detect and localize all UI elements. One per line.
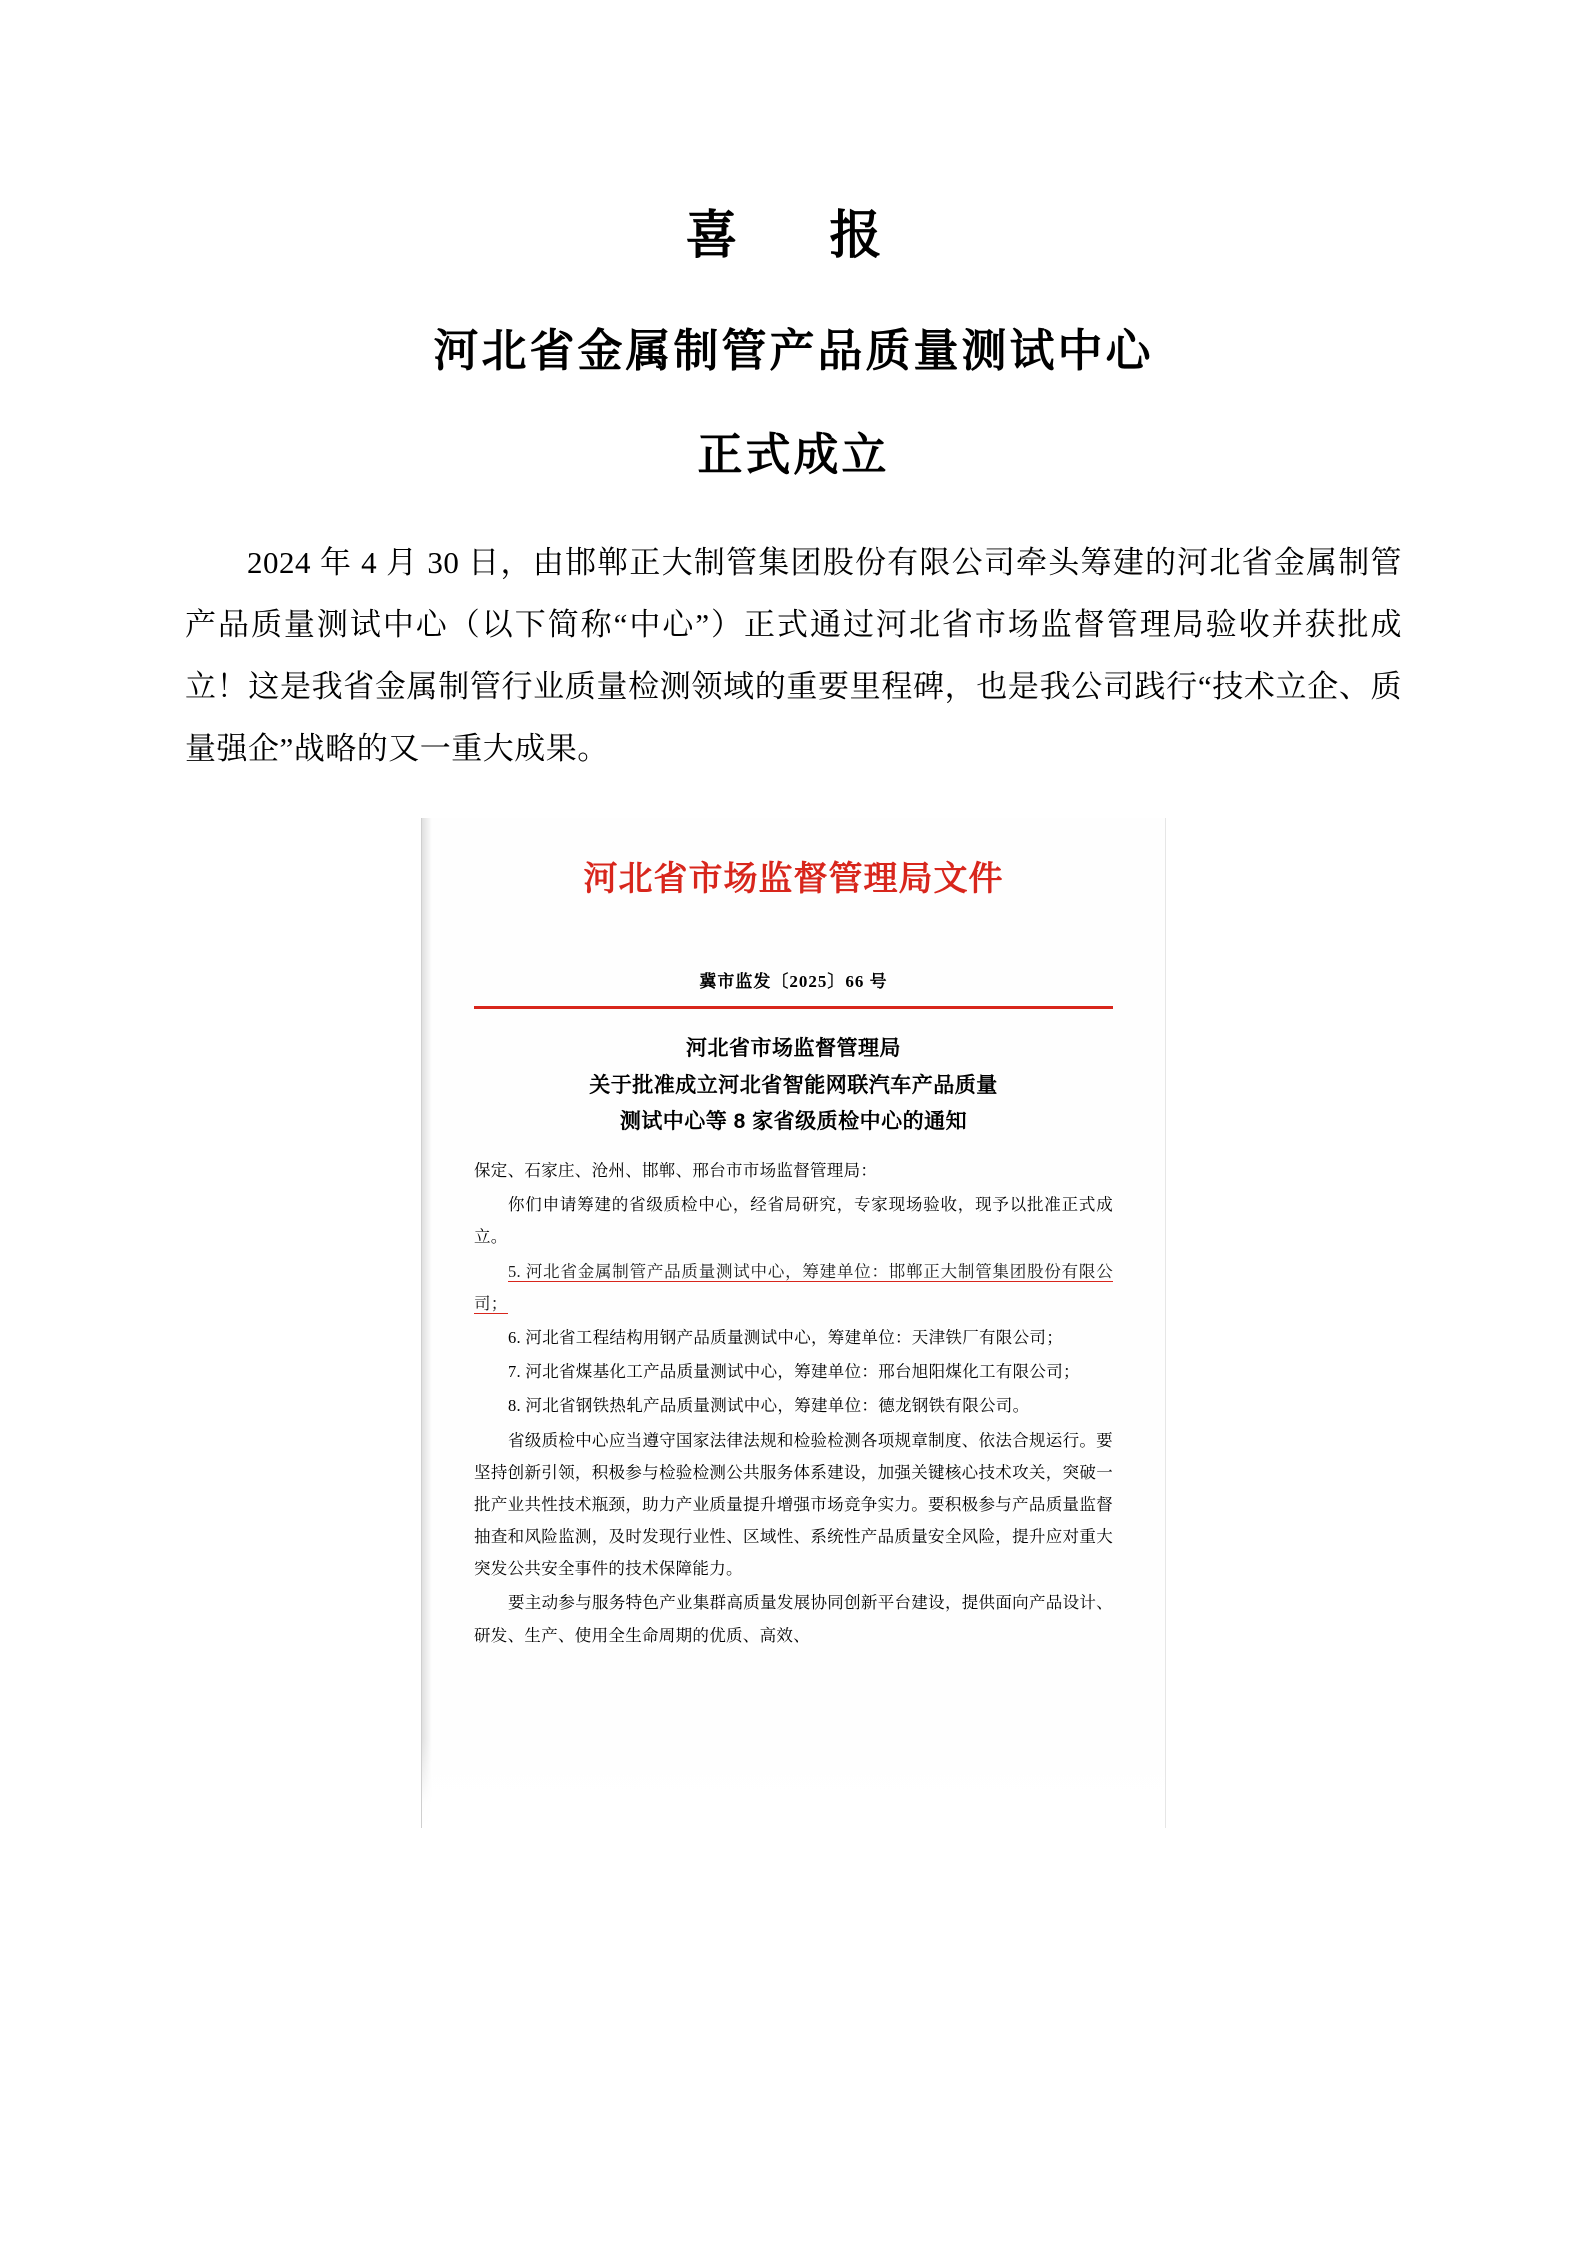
embedded-doc-list-item-5 bbox=[474, 1256, 1113, 1320]
page-title: 喜 报 bbox=[685, 207, 902, 265]
embedded-doc-heading-line-2: 关于批准成立河北省智能网联汽车产品质量 bbox=[589, 1073, 998, 1097]
embedded-doc-heading bbox=[474, 1031, 1113, 1141]
embedded-document-image bbox=[421, 818, 1166, 1828]
body-paragraph: 2024 年 4 月 30 日，由邯郸正大制管集团股份有限公司牵头筹建的河北省金属制管产品质量测试中心（以下简称“中心”）正式通过河北省市场监督管理局验收并获批成立！这是我省金属制管行业质量检测领域的重要里程碑，也是我公司践行“技术立企、质量强企”战略的又一重大成果。 bbox=[185, 545, 1402, 767]
embedded-doc-heading-line-1: 河北省市场监督管理局 bbox=[686, 1036, 901, 1060]
embedded-doc-closing-paragraph-1: 省级质检中心应当遵守国家法律法规和检验检测各项规章制度、依法合规运行。要坚持创新引领，积极参与检验检测公共服务体系建设，加强关键核心技术攻关，突破一批产业共性技术瓶颈，助力产业质量提升增强市场竞争实力。要积极参与产品质量监督抽查和风险监测，及时发现行业性、区域性、系统性产品质量安全风险，提升应对重大突发公共安全事件的技术保障能力。 bbox=[474, 1430, 1113, 1579]
embedded-doc-closing-paragraph-2: 要主动参与服务特色产业集群高质量发展协同创新平台建设，提供面向产品设计、研发、生产、使用全生命周期的优质、高效、 bbox=[474, 1593, 1113, 1645]
red-divider-line bbox=[474, 1006, 1113, 1009]
page-subtitle-line-2: 正式成立 bbox=[697, 428, 890, 480]
embedded-doc-recipients: 保定、石家庄、沧州、邯郸、邢台市市场监督管理局： bbox=[474, 1161, 878, 1181]
embedded-document-body bbox=[421, 818, 1166, 1828]
embedded-doc-list-item-7: 7. 河北省煤基化工产品质量测试中心，筹建单位：邢台旭阳煤化工有限公司； bbox=[508, 1362, 1080, 1382]
highlighted-item-text: 5. 河北省金属制管产品质量测试中心，筹建单位：邯郸正大制管集团股份有限公司； bbox=[474, 1261, 1113, 1313]
embedded-doc-intro: 你们申请筹建的省级质检中心，经省局研究，专家现场验收，现予以批准正式成立。 bbox=[474, 1195, 1113, 1247]
embedded-doc-list-item-6: 6. 河北省工程结构用钢产品质量测试中心，筹建单位：天津铁厂有限公司； bbox=[508, 1328, 1063, 1347]
embedded-doc-heading-line-3: 测试中心等 8 家省级质检中心的通知 bbox=[619, 1110, 968, 1134]
embedded-doc-number: 冀市监发〔2025〕66 号 bbox=[699, 971, 888, 991]
embedded-doc-red-title: 河北省市场监督管理局文件 bbox=[583, 860, 1004, 899]
page-edge-shadow bbox=[422, 818, 432, 1828]
page-subtitle-line-1: 河北省金属制管产品质量测试中心 bbox=[433, 325, 1154, 377]
embedded-doc-list-item-8: 8. 河北省钢铁热轧产品质量测试中心，筹建单位：德龙钢铁有限公司。 bbox=[508, 1396, 1030, 1416]
